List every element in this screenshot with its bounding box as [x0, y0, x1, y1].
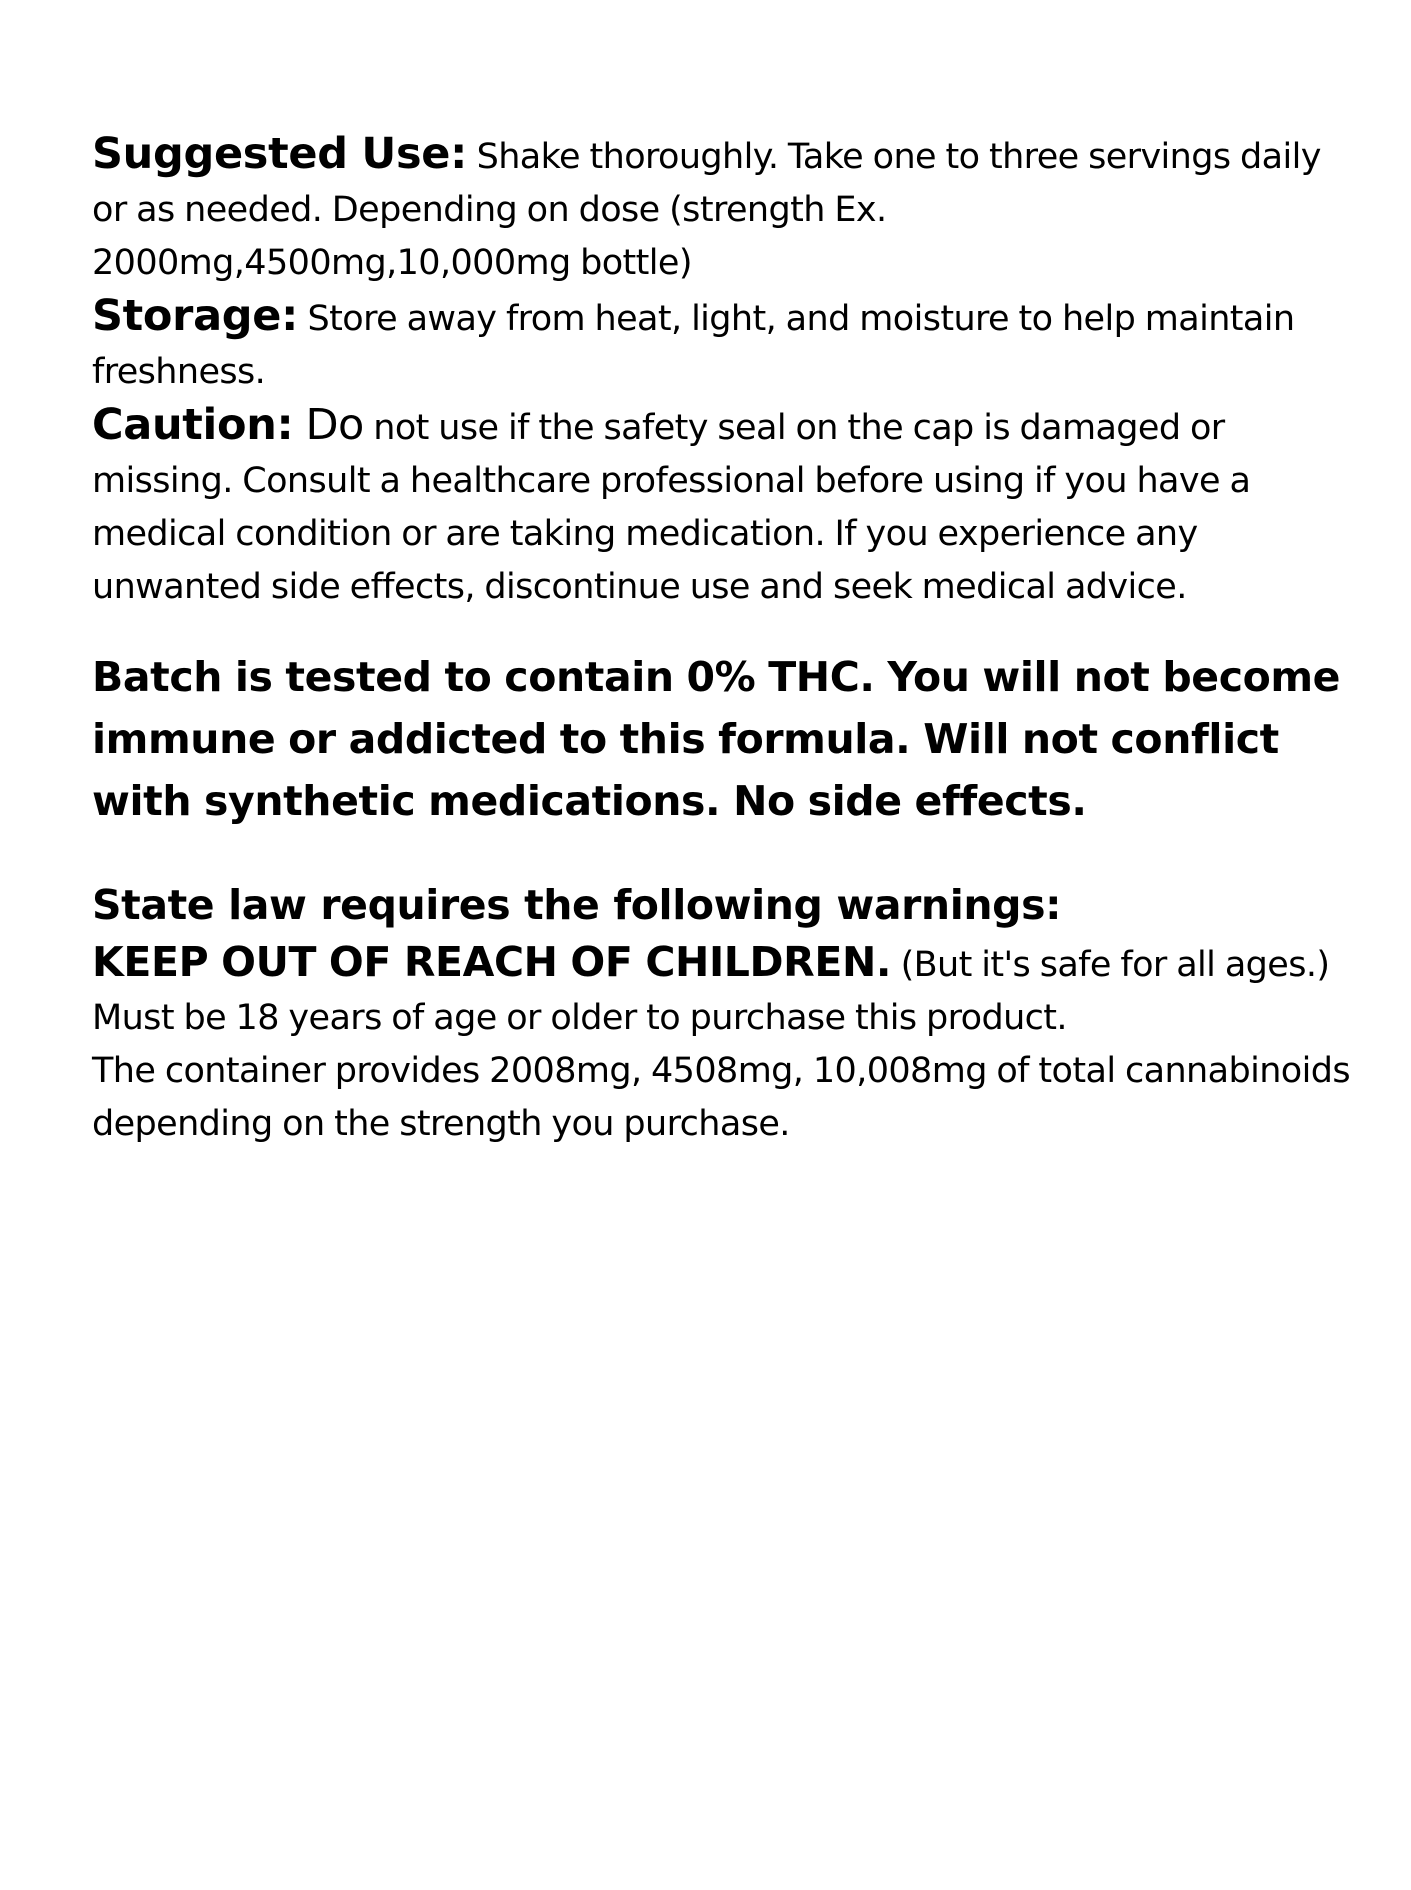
- suggested-use-text: Shake thoroughly. Take one to three servings daily or as needed. Depending on dose (strength Ex. 2000mg,4500mg,10,000mg bottle): [92, 137, 1321, 283]
- caution-label: Caution:: [92, 400, 294, 450]
- container-statement: The container provides 2008mg, 4508mg, 10,008mg of total cannabinoids depending on the strength you purchase.: [92, 1051, 1350, 1144]
- caution-paragraph: [92, 399, 1352, 614]
- storage-text: Store away from heat, light, and moisture to help maintain freshness.: [92, 299, 1295, 392]
- batch-statement: Batch is tested to contain 0% THC. You will not become immune or addicted to this formula. Will not conflict with synthetic medications. No side effects.: [92, 653, 1341, 825]
- warnings-heading: State law requires the following warnings:: [92, 881, 1062, 929]
- age-requirement: Must be 18 years of age or older to purchase this product.: [92, 998, 1067, 1038]
- children-warning-paragraph: [92, 936, 1352, 992]
- caution-first-word: Do: [293, 400, 364, 450]
- caution-text: not use if the safety seal on the cap is damaged or missing. Consult a healthcare professional before using if you have a medical condition or are taking medication. If you experience any unwanted side effects, discontinue use and seek medical advice.: [92, 408, 1251, 607]
- children-warning: KEEP OUT OF REACH OF CHILDREN.: [92, 938, 892, 986]
- storage-paragraph: [92, 290, 1352, 399]
- suggested-use-paragraph: [92, 128, 1352, 290]
- storage-label: Storage:: [92, 291, 299, 341]
- suggested-use-label: Suggested Use:: [92, 129, 468, 179]
- label-document: [92, 128, 1352, 1151]
- children-note: (But it's safe for all ages.): [891, 945, 1330, 985]
